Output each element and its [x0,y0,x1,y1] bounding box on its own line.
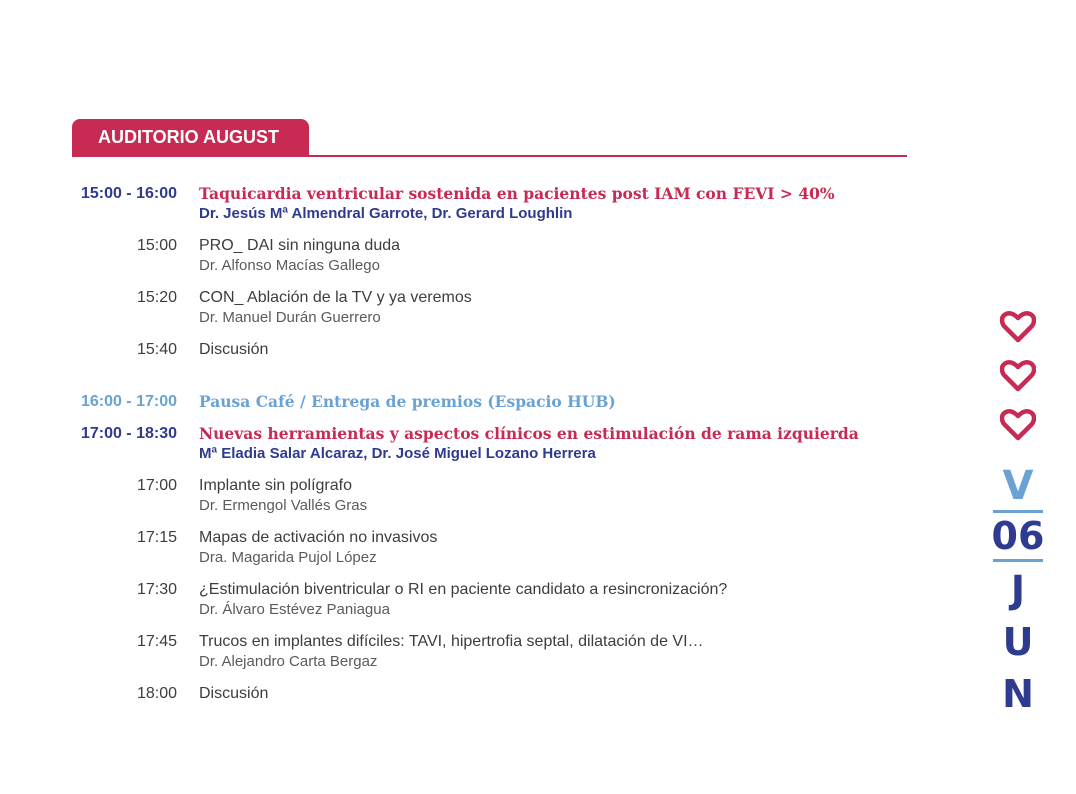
talk-speaker: Dr. Alejandro Carta Bergaz [199,653,378,670]
heart-outline-icon [1000,359,1036,393]
date-divider [993,510,1043,513]
talk-title: PRO_ DAI sin ninguna duda [199,237,401,254]
session-title: Nuevas herramientas y aspectos clínicos en estimulación de rama izquierda [199,424,859,443]
pause-block [0,392,940,412]
talk-time: 18:00 [136,685,177,702]
talk-speaker: Dr. Alfonso Macías Gallego [199,257,380,274]
talk-time: 17:45 [136,633,177,650]
talk-speaker: Dra. Magarida Pujol López [199,549,377,566]
session-time: 15:00 - 16:00 [80,185,177,202]
talk-time: 17:15 [136,529,177,546]
day-number: 06 [991,514,1045,558]
pause-time: 16:00 - 17:00 [80,393,177,410]
room-divider [72,155,907,157]
session-title: Taquicardia ventricular sostenida en pacientes post IAM con FEVI > 40% [199,184,835,203]
date-sidebar [990,310,1046,720]
talk-item [0,476,940,516]
heart-outline-icon [1000,310,1036,344]
talk-title: Discusión [199,685,269,702]
talk-title: Trucos en implantes difíciles: TAVI, hipertrofia septal, dilatación de VI… [199,633,704,650]
month-letter: U [1002,620,1034,664]
date-divider [993,559,1043,562]
schedule [0,180,940,704]
talk-item [0,684,940,704]
month-letter: J [1010,568,1026,612]
talk-time: 15:20 [136,289,177,306]
weekday-letter: V [1002,463,1034,509]
talk-time: 17:00 [136,477,177,494]
talk-time: 15:00 [136,237,177,254]
talk-title: Discusión [199,341,269,358]
talk-item [0,528,940,568]
talk-title: Mapas de activación no invasivos [199,529,438,546]
session-time: 17:00 - 18:30 [80,425,177,442]
talk-item [0,580,940,620]
heart-outline-icon [1000,408,1036,442]
talk-time: 15:40 [136,341,177,358]
talk-item [0,288,940,328]
talk-item [0,340,940,360]
talk-item [0,236,940,276]
session-moderators: Mª Eladia Salar Alcaraz, Dr. José Miguel Lozano Herrera [199,445,596,462]
session-block [0,184,940,224]
talk-title: ¿Estimulación biventricular o RI en paciente candidato a resincronización? [199,581,728,598]
talk-speaker: Dr. Ermengol Vallés Gras [199,497,368,514]
talk-speaker: Dr. Álvaro Estévez Paniagua [199,601,390,618]
talk-time: 17:30 [136,581,177,598]
talk-title: Implante sin polígrafo [199,477,352,494]
room-tab [72,119,309,156]
talk-title: CON_ Ablación de la TV y ya veremos [199,289,472,306]
talk-speaker: Dr. Manuel Durán Guerrero [199,309,381,326]
session-block [0,424,940,464]
pause-title: Pausa Café / Entrega de premios (Espacio HUB) [199,392,616,411]
talk-item [0,632,940,672]
room-name: AUDITORIO AUGUST [98,127,280,147]
month-letter: N [1002,672,1034,716]
session-moderators: Dr. Jesús Mª Almendral Garrote, Dr. Gerard Loughlin [199,205,573,222]
